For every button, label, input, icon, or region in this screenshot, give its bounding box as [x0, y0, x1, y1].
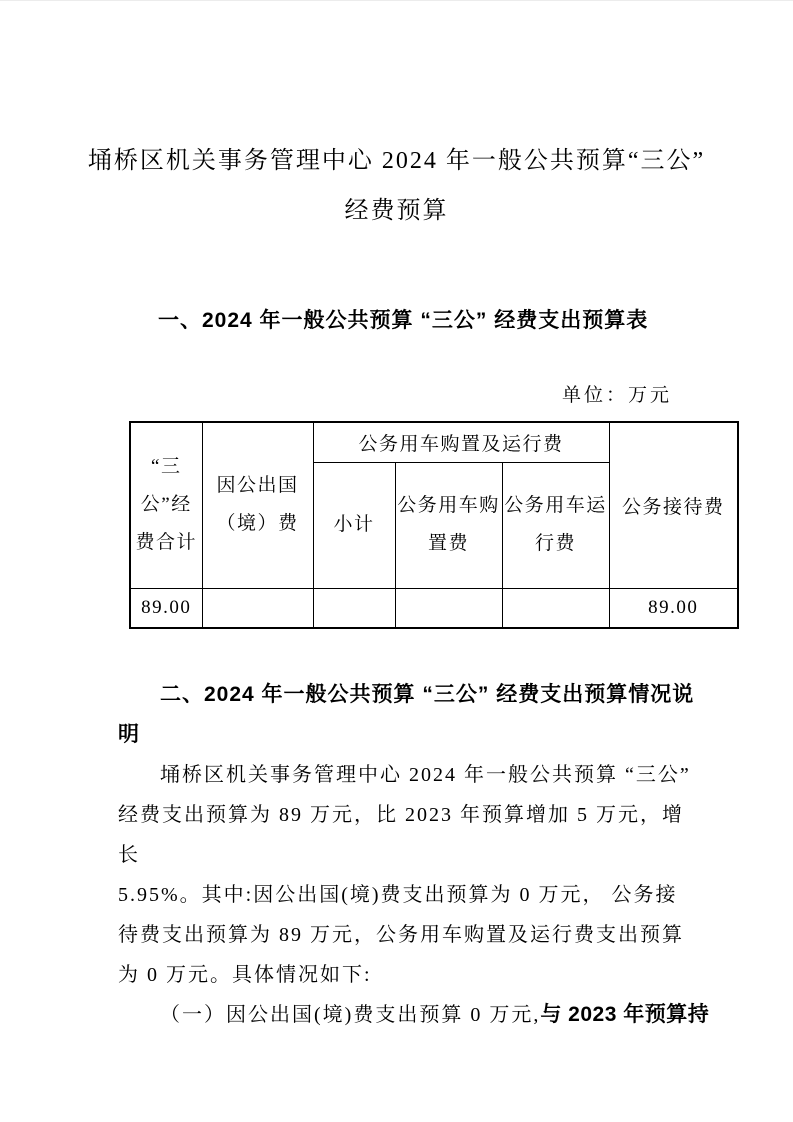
- section2-heading: [118, 675, 698, 755]
- cell-vehicle-subtotal-value: [313, 588, 395, 628]
- paragraph-item-one-text: （一）因公出国(境)费支出预算 0 万元,: [160, 1004, 541, 1026]
- body-line: 埇桥区机关事务管理中心 2024 年一般公共预算 “三公”: [160, 764, 691, 786]
- paragraph-overview: [118, 755, 703, 995]
- column-header-reception-fee: 公务接待费: [609, 422, 738, 588]
- section2-heading-line-2: 明: [118, 723, 140, 746]
- column-header-vehicle-purchase: 公务用车购置费: [395, 462, 502, 588]
- column-header-vehicle-group: 公务用车购置及运行费: [313, 422, 609, 462]
- cell-abroad-fee-value: [202, 588, 313, 628]
- column-header-abroad-fee: 因公出国（境）费: [202, 422, 313, 588]
- body-line: 5.95%。其中:因公出国(境)费支出预算为 0 万元， 公务接: [118, 884, 678, 906]
- document-title: [0, 136, 793, 236]
- column-header-vehicle-operation: 公务用车运行费: [502, 462, 609, 588]
- cell-sangong-total-value: 89.00: [130, 588, 202, 628]
- cell-vehicle-operation-value: [502, 588, 609, 628]
- body-line: 为 0 万元。具体情况如下:: [118, 964, 372, 986]
- column-header-sangong-total: “三公”经费合计: [130, 422, 202, 588]
- paragraph-item-one-emphasis: 与 2023 年预算持: [540, 1003, 710, 1026]
- unit-label: 单位：万元: [561, 385, 672, 406]
- table-data-row: [130, 588, 738, 628]
- document-title-line-2: 经费预算: [344, 198, 449, 224]
- section1-heading: 一、2024 年一般公共预算 “三公” 经费支出预算表: [158, 309, 649, 332]
- paragraph-item-one: [118, 995, 710, 1035]
- cell-reception-fee-value: 89.00: [609, 588, 738, 628]
- section2-heading-line-1: 二、2024 年一般公共预算 “三公” 经费支出预算情况说: [160, 683, 695, 706]
- cell-vehicle-purchase-value: [395, 588, 502, 628]
- document-title-line-1: 埇桥区机关事务管理中心 2024 年一般公共预算“三公”: [87, 148, 706, 174]
- budget-table: [129, 421, 739, 629]
- body-line: 待费支出预算为 89 万元，公务用车购置及运行费支出预算: [118, 924, 684, 946]
- body-line: 经费支出预算为 89 万元，比 2023 年预算增加 5 万元，增长: [118, 804, 684, 866]
- table-header-row-1: [130, 422, 738, 462]
- column-header-vehicle-subtotal: 小计: [313, 462, 395, 588]
